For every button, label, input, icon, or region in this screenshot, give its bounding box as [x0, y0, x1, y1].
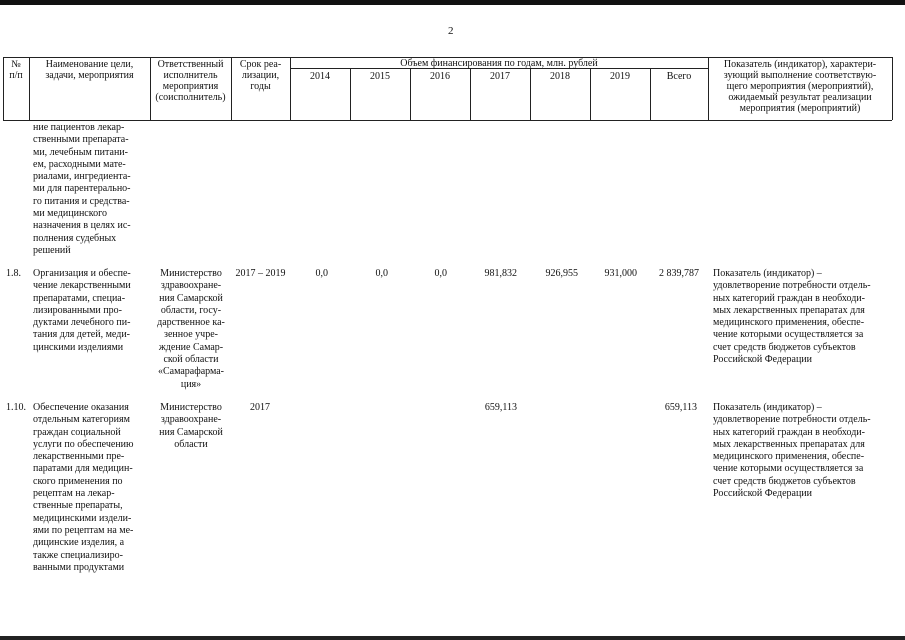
- page-number: 2: [448, 25, 454, 37]
- row-1-10-indicator: Показатель (индикатор) – удовлетворение потребности отдель- ных категорий граждан в необходи- мых лекарственных препаратах для медицинского применения, обеспе- чение которыми осуществляется за счет средств бюджетов субъектов Российской Федерации: [713, 402, 871, 500]
- header-term: Срок реа- лизации, годы: [239, 59, 282, 92]
- row-1-8-total: 2 839,787: [659, 268, 699, 279]
- row-1-8-2014: 0,0: [315, 268, 328, 279]
- header-total: Всего: [666, 71, 692, 82]
- header-year-2018: 2018: [550, 71, 570, 82]
- row-1-8-2016: 0,0: [434, 268, 447, 279]
- header-indicator: Показатель (индикатор), характери- зующий выполнение соответствую- щего мероприятия (мероприятий), ожидаемый результат реализации мероприятия (мероприятий): [723, 59, 877, 114]
- row-1-8-responsible: Министерство здравоохране- ния Самарской области, госу- дарственное ка- зенное учре- ждение Самар- ской области «Самарафарма- ция»: [157, 268, 225, 390]
- row-1-8-indicator: Показатель (индикатор) – удовлетворение потребности отдель- ных категорий граждан в необходи- мых лекарственных препаратах для медицинского применения, обеспе- чение которыми осуществляется за счет средств бюджетов субъектов Российской Федерации: [713, 268, 871, 366]
- row-1-10-num: 1.10.: [6, 402, 26, 413]
- row-1-10-2017: 659,113: [484, 402, 517, 413]
- header-year-2019: 2019: [610, 71, 630, 82]
- header-responsible: Ответственный исполнитель мероприятия (соисполнитель): [155, 59, 226, 103]
- row-1-8-name: Организация и обеспе- чение лекарственными препаратами, специа- лизированными про- дуктами лечебного пи- тания для детей, меди- цинскими изделиями: [33, 268, 131, 353]
- header-funding: Объем финансирования по годам, млн. рублей: [400, 58, 598, 69]
- row-1-10-responsible: Министерство здравоохране- ния Самарской области: [159, 402, 223, 450]
- row-1-8-2019: 931,000: [604, 268, 637, 279]
- row-1-8-num: 1.8.: [6, 268, 21, 279]
- row-1-8-term: 2017 – 2019: [235, 268, 286, 279]
- row-continuation-name: ние пациентов лекар- ственными препарата- ми, лечебным питани- ем, расходными мате- риалами, ингредиента- ми для парентерально- го питания и средства- ми медицинского назначения в целях ис- полнения судебных решений: [33, 122, 131, 256]
- header-num: № п/п: [9, 59, 23, 81]
- row-1-8-2017: 981,832: [484, 268, 517, 279]
- header-year-2015: 2015: [370, 71, 390, 82]
- header-year-2014: 2014: [310, 71, 330, 82]
- row-1-10-term: 2017: [250, 402, 270, 413]
- row-1-8-2018: 926,955: [545, 268, 578, 279]
- header-year-2017: 2017: [490, 71, 510, 82]
- row-1-10-name: Обеспечение оказания отдельным категориям граждан социальной услуги по обеспечению лекарственными пре- паратами для медицин- ского применения по рецептам на лекар- ственные препараты, медицинскими издели- ями по рецептам на ме- дицинские изделия, а также специализиро- ванными продуктами: [33, 402, 134, 573]
- scan-top-edge: [0, 0, 905, 5]
- scan-bottom-edge: [0, 636, 905, 640]
- header-name: Наименование цели, задачи, мероприятия: [45, 59, 134, 81]
- row-1-10-total: 659,113: [664, 402, 697, 413]
- row-1-8-2015: 0,0: [375, 268, 388, 279]
- header-year-2016: 2016: [430, 71, 450, 82]
- col-border: [892, 57, 893, 120]
- header-bottom-border: [3, 120, 892, 121]
